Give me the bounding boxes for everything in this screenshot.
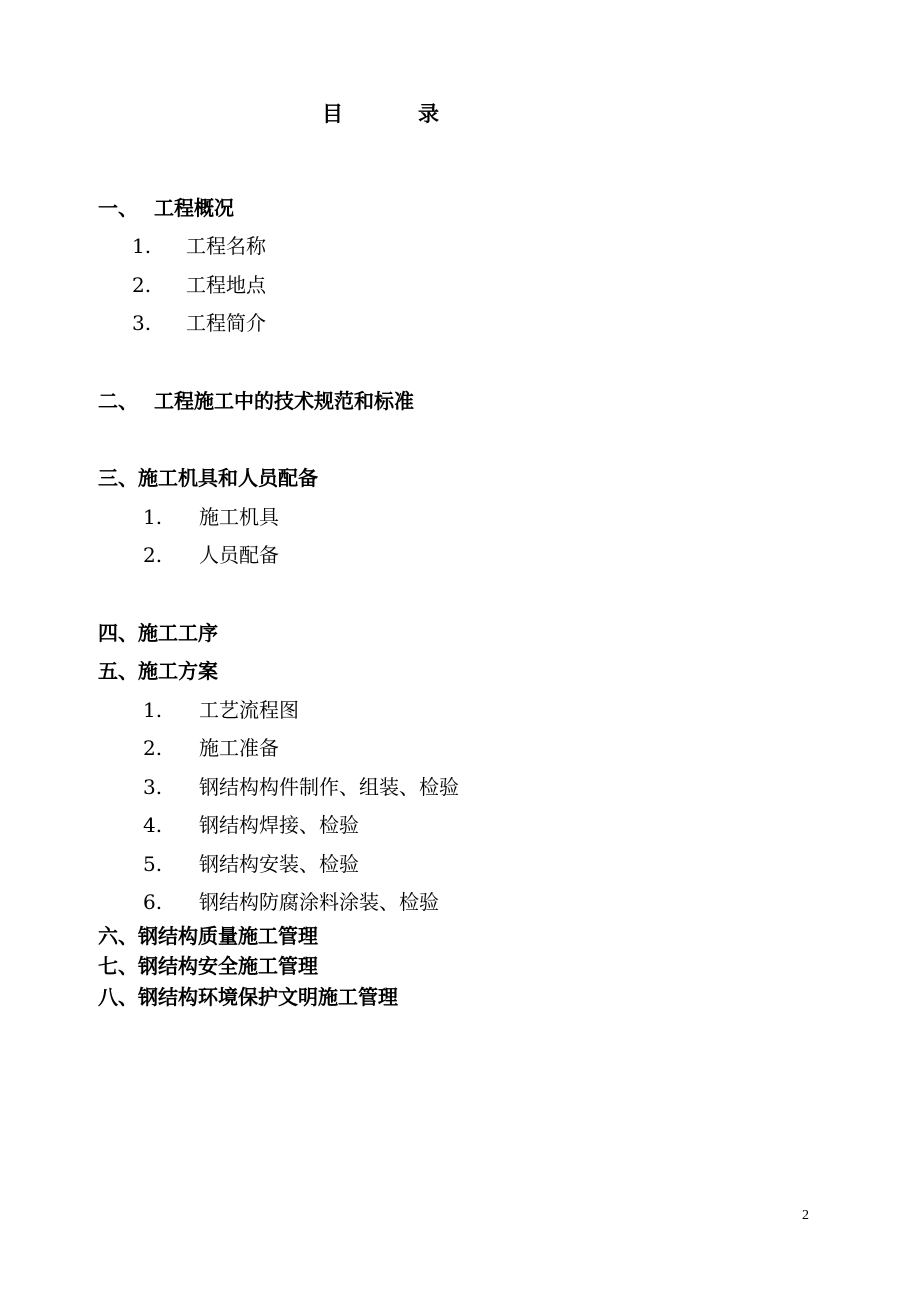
toc-heading-1 xyxy=(98,195,398,221)
toc-item-number: 1. xyxy=(143,505,163,529)
toc-item xyxy=(143,889,543,915)
toc-heading-4: 四、施工工序 xyxy=(98,621,218,645)
toc-item-text: 工程地点 xyxy=(186,273,266,297)
toc-item-number: 3. xyxy=(143,775,163,799)
toc-item xyxy=(132,233,332,259)
toc-heading-1-prefix: 一、 xyxy=(98,196,138,220)
toc-item-text: 施工机具 xyxy=(199,505,279,529)
toc-item-number: 5. xyxy=(143,852,163,876)
toc-item-number: 2. xyxy=(143,543,163,567)
toc-heading-1-text: 工程概况 xyxy=(154,196,234,220)
toc-title-char-1: 目 xyxy=(322,101,343,126)
toc-heading-2-prefix: 二、 xyxy=(98,389,138,413)
page-number: 2 xyxy=(802,1208,809,1223)
toc-item-number: 1. xyxy=(143,698,163,722)
toc-item xyxy=(143,812,543,838)
toc-item-text: 工程名称 xyxy=(186,234,266,258)
toc-heading-2 xyxy=(98,388,598,414)
toc-heading-5: 五、施工方案 xyxy=(98,659,218,683)
toc-item xyxy=(132,272,332,298)
toc-item-number: 1. xyxy=(132,234,152,258)
toc-item xyxy=(143,774,543,800)
toc-heading-6: 六、钢结构质量施工管理 xyxy=(98,924,318,948)
toc-item-number: 2. xyxy=(143,736,163,760)
toc-heading-3: 三、施工机具和人员配备 xyxy=(98,466,318,490)
toc-item xyxy=(132,310,332,336)
toc-item xyxy=(143,542,343,568)
toc-item-text: 工艺流程图 xyxy=(199,698,299,722)
toc-item-number: 2. xyxy=(132,273,152,297)
toc-item-text: 工程简介 xyxy=(186,311,266,335)
toc-item-text: 钢结构安装、检验 xyxy=(199,852,359,876)
toc-heading-2-text: 工程施工中的技术规范和标准 xyxy=(154,389,414,413)
toc-item-text: 施工准备 xyxy=(199,736,279,760)
toc-item-text: 钢结构焊接、检验 xyxy=(199,813,359,837)
toc-item-text: 人员配备 xyxy=(199,543,279,567)
toc-item-number: 3. xyxy=(132,311,152,335)
toc-item-number: 4. xyxy=(143,813,163,837)
toc-item xyxy=(143,851,543,877)
toc-title-char-2: 录 xyxy=(418,101,439,126)
toc-item-text: 钢结构防腐涂料涂装、检验 xyxy=(199,890,439,914)
toc-heading-8: 八、钢结构环境保护文明施工管理 xyxy=(98,985,398,1009)
toc-title xyxy=(0,98,920,128)
toc-item-text: 钢结构构件制作、组装、检验 xyxy=(199,775,459,799)
toc-item xyxy=(143,504,343,530)
toc-item xyxy=(143,697,543,723)
toc-item xyxy=(143,735,543,761)
toc-heading-7: 七、钢结构安全施工管理 xyxy=(98,954,318,978)
toc-item-number: 6. xyxy=(143,890,163,914)
